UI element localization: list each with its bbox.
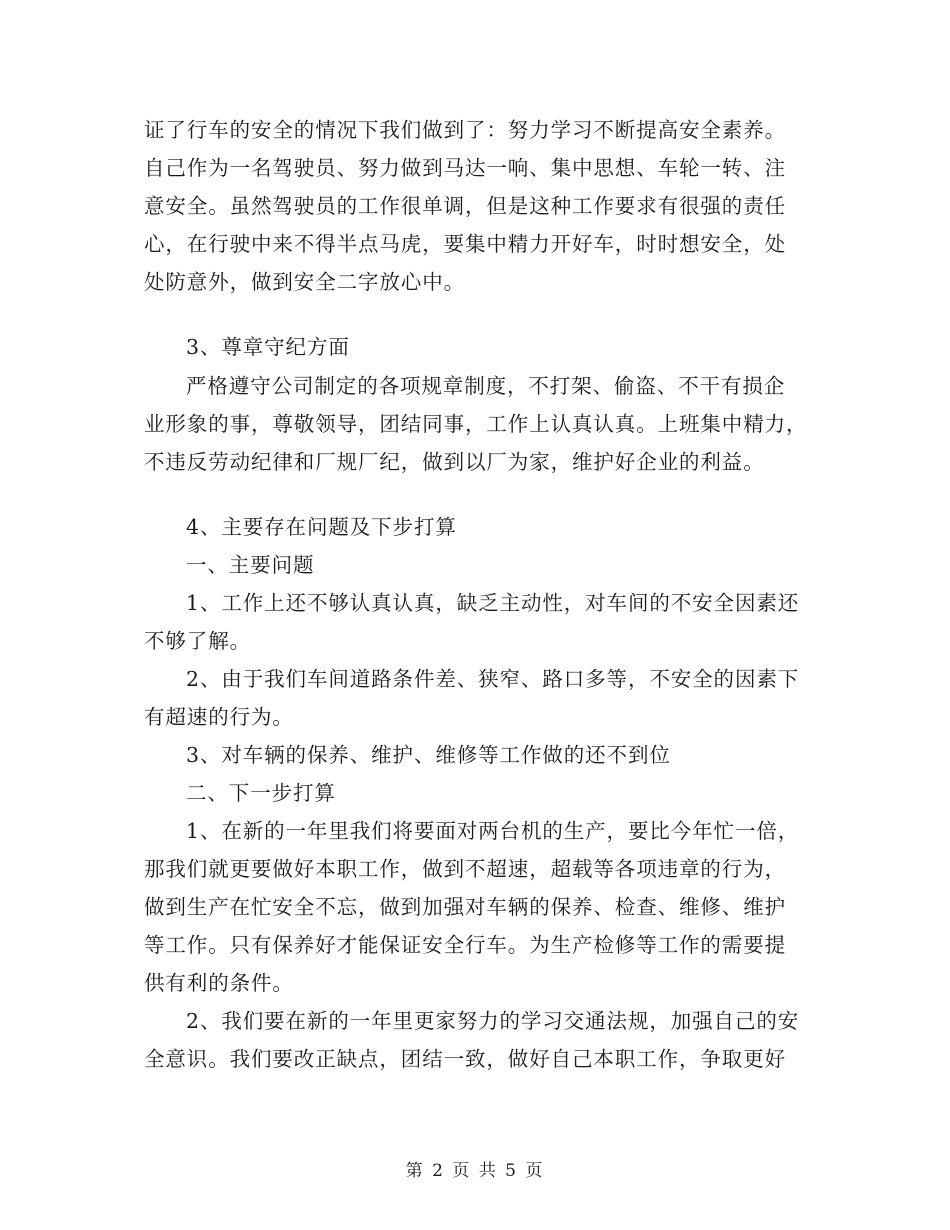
paragraph-line: 业形象的事，尊敬领导，团结同事，工作上认真认真。上班集中精力， xyxy=(144,412,808,436)
paragraph-line: 等工作。只有保养好才能保证安全行车。为生产检修等工作的需要提 xyxy=(144,933,786,957)
paragraph-line: 不够了解。 xyxy=(144,629,251,653)
list-item: 2、我们要在新的一年里更家努力的学习交通法规，加强自己的安 xyxy=(186,1009,800,1033)
paragraph-line: 那我们就更要做好本职工作，做到不超速，超载等各项违章的行为， xyxy=(144,857,786,881)
paragraph-line: 不违反劳动纪律和厂规厂纪，做到以厂为家，维护好企业的利益。 xyxy=(144,450,765,474)
page-number-footer: 第 2 页 共 5 页 xyxy=(405,1161,545,1181)
paragraph-line: 意安全。虽然驾驶员的工作很单调，但是这种工作要求有很强的责任 xyxy=(144,194,786,218)
paragraph-line: 心，在行驶中来不得半点马虎，要集中精力开好车，时时想安全，处 xyxy=(144,232,786,256)
paragraph-line: 有超速的行为。 xyxy=(144,705,294,729)
paragraph-line: 全意识。我们要改正缺点，团结一致，做好自己本职工作，争取更好 xyxy=(144,1047,786,1071)
subsection-heading: 一、主要问题 xyxy=(186,553,315,577)
paragraph-line: 自己作为一名驾驶员、努力做到马达一响、集中思想、车轮一转、注 xyxy=(144,156,786,180)
paragraph-line: 证了行车的安全的情况下我们做到了：努力学习不断提高安全素养。 xyxy=(144,118,786,142)
list-item: 1、在新的一年里我们将要面对两台机的生产，要比今年忙一倍， xyxy=(186,819,800,843)
paragraph-line: 供有利的条件。 xyxy=(144,971,294,995)
paragraph-line: 做到生产在忙安全不忘，做到加强对车辆的保养、检查、维修、维护 xyxy=(144,895,786,919)
subsection-heading: 二、下一步打算 xyxy=(186,781,336,805)
section-heading: 3、尊章守纪方面 xyxy=(186,335,350,359)
list-item: 1、工作上还不够认真认真，缺乏主动性，对车间的不安全因素还 xyxy=(186,591,800,615)
section-heading: 4、主要存在问题及下步打算 xyxy=(186,515,457,539)
list-item: 3、对车辆的保养、维护、维修等工作做的还不到位 xyxy=(186,743,671,767)
paragraph-line: 严格遵守公司制定的各项规章制度，不打架、偷盗、不干有损企 xyxy=(186,374,786,398)
list-item: 2、由于我们车间道路条件差、狭窄、路口多等，不安全的因素下 xyxy=(186,667,800,691)
paragraph-line: 处防意外，做到安全二字放心中。 xyxy=(144,270,465,294)
